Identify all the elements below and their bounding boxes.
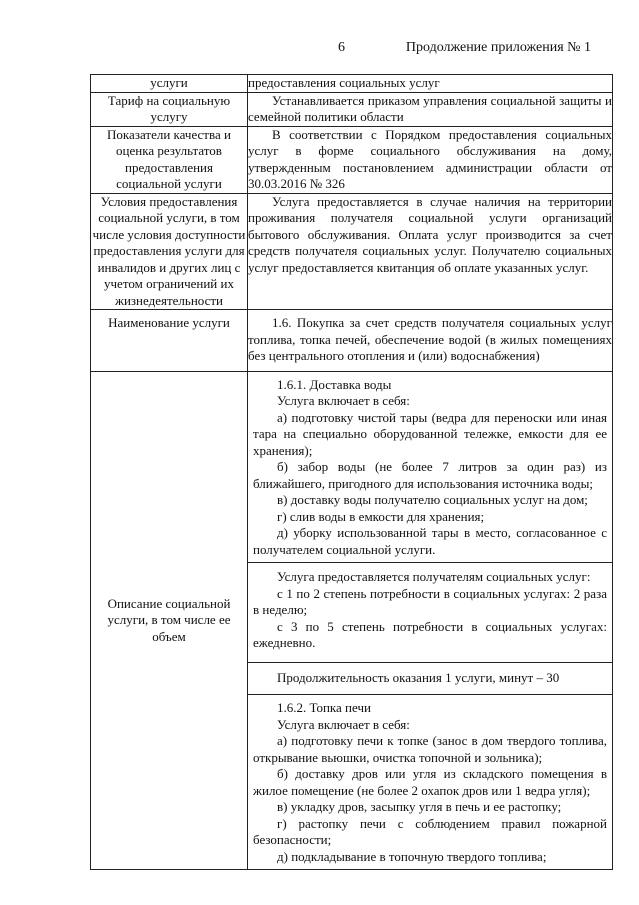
row-content: В соответствии с Порядком предоставления социальных услуг в форме социального обслуживания на дому, утвержденным постановлением администрации области от 30.03.2016 № 326 xyxy=(248,126,612,191)
row-label: Описание социальной услуги, в том числе ее объем xyxy=(91,371,248,870)
list-item: в) укладку дров, засыпку угля в печь и ее растопку; xyxy=(277,799,562,814)
list-item: в) доставку воды получателю социальных услуг на дом; xyxy=(277,492,588,507)
row-content: Устанавливается приказом управления социальной защиты и семейной политики области xyxy=(248,92,612,124)
list-item: д) подкладывание в топочную твердого топлива; xyxy=(277,848,547,864)
table-row xyxy=(91,126,613,193)
list-item: г) растопку печи с соблюдением правил пожарной безопасности; xyxy=(253,815,607,847)
table-row xyxy=(91,75,613,93)
row-label: Показатели качества и оценка результатов предоставления социальной услуги xyxy=(91,126,248,193)
table-row xyxy=(91,310,613,372)
list-item: а) подготовку чистой тары (ведра для переноски или иная тара на специально оборудованной тележке, емкости для ее хранения); xyxy=(253,409,607,458)
list-item: б) забор воды (не более 7 литров за один раз) из ближайшего, пригодного для использования источника воды; xyxy=(253,459,607,491)
duration-text: Продолжительность оказания 1 услуги, минут – 30 xyxy=(277,669,560,685)
frequency-block xyxy=(248,562,612,662)
row-label: услуги xyxy=(91,75,248,93)
table-row xyxy=(91,92,613,126)
list-item: г) слив воды в емкости для хранения; xyxy=(277,508,485,524)
list-item: а) подготовку печи к топке (занос в дом твердого топлива, открывание вьюшки, очистка топочной и зольника); xyxy=(253,733,607,765)
list-item: с 1 по 2 степень потребности в социальных услугах: 2 раза в неделю; xyxy=(253,585,607,617)
list-item: с 3 по 5 степень потребности в социальных услугах: ежедневно. xyxy=(253,618,607,650)
row-label: Условия предоставления социальной услуги, в том числе условия доступности предоставления услуги для инвалидов и других лиц с учетом ограничений их жизнедеятельности xyxy=(91,193,248,310)
water-delivery-block xyxy=(248,372,612,563)
service-description-table xyxy=(90,74,613,870)
list-item: д) уборку использованной тары в место, согласованное с получателем социальной услуги. xyxy=(253,525,607,557)
appendix-continuation-label: Продолжение приложения № 1 xyxy=(405,40,591,55)
block-intro: Услуга включает в себя: xyxy=(277,393,410,408)
block-intro: Услуга включает в себя: xyxy=(277,716,410,732)
block-intro: Услуга предоставляется получателям социальных услуг: xyxy=(277,569,591,584)
block-title: 1.6.2. Топка печи xyxy=(277,700,371,715)
stove-heating-block xyxy=(248,694,612,869)
row-label: Наименование услуги xyxy=(91,310,248,372)
row-content: предоставления социальных услуг xyxy=(248,75,613,93)
block-title: 1.6.1. Доставка воды xyxy=(277,376,392,392)
table-row xyxy=(91,371,613,870)
list-item: б) доставку дров или угля из складского помещения в жилое помещение (не более 2 охапок дров или 1 ведра угля); xyxy=(253,766,607,798)
page-number: 6 xyxy=(338,40,345,55)
row-content: Услуга предоставляется в случае наличия на территории проживания получателя социальной услуги организаций бытового обслуживания. Оплата услуг производится за счет средств получателя социальных услуг. Получателю социальных услуг предоставляется квитанция об оплате указанных услуг. xyxy=(248,193,612,275)
duration-block xyxy=(248,662,612,695)
row-content: 1.6. Покупка за счет средств получателя социальных услуг топлива, топка печей, обеспечение водой (в жилых помещениях без центрального отопления и (или) водоснабжения) xyxy=(248,315,612,363)
table-row xyxy=(91,193,613,310)
row-label: Тариф на социальную услугу xyxy=(91,92,248,126)
